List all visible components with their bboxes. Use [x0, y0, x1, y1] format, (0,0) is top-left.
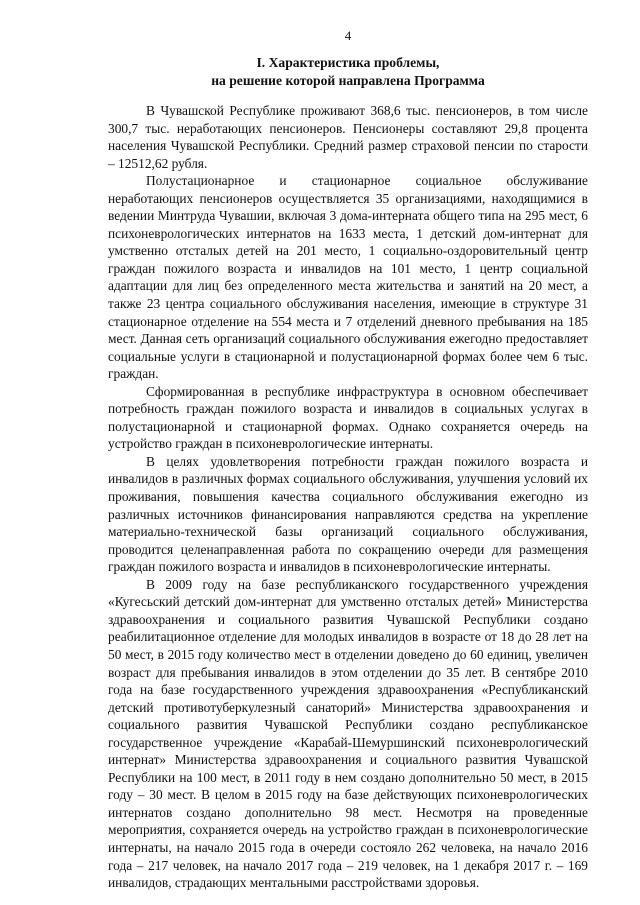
section-heading-line-2: на решение которой направлена Программа: [211, 73, 485, 88]
paragraph-infrastructure: Сформированная в республике инфраструктура в основном обеспечивает потребность граждан пожилого возраста и инвалидов в социальных услугах в полустационарной и стационарной формах. Однако сохраняется очередь на устройство граждан в психоневрологические интернаты.: [108, 383, 588, 452]
section-heading-line-1: I. Характеристика проблемы,: [256, 55, 440, 70]
section-heading: [108, 54, 588, 90]
paragraph-social-service-network: Полустационарное и стационарное социальное обслуживание неработающих пенсионеров осуществляется 35 организациями, находящимися в ведении Минтруда Чувашии, включая 3 дома-интерната общего типа на 295 мест, 6 психоневрологических интернатов на 1633 места, 1 детский дом-интернат для умственно отсталых детей на 201 место, 1 социально-оздоровительный центр граждан пожилого возраста и инвалидов на 101 место, 1 центр социальной адаптации для лиц без определенного места жительства и занятий на 20 мест, а также 23 центра социального обслуживания населения, имеющие в структуре 31 стационарное отделение на 554 места и 7 отделений дневного пребывания на 185 мест. Данная сеть организаций социального обслуживания ежегодно предоставляет социальные услуги в стационарной и полустационарной формах более чем 6 тыс. граждан.: [108, 173, 588, 382]
paragraph-funding-measures: В целях удовлетворения потребности граждан пожилого возраста и инвалидов в различных формах социального обслуживания, улучшения условий их проживания, повышения качества социального обслуживания ежегодно из различных источников финансирования направляются средства на укрепление материально-технической базы организаций социального обслуживания, проводится целенаправленная работа по сокращению очереди для размещения граждан пожилого возраста и инвалидов в психоневрологические интернаты.: [108, 453, 588, 575]
paragraph-facility-history: В 2009 году на базе республиканского государственного учреждения «Кугесьский детский дом-интернат для умственно отсталых детей» Министерства здравоохранения и социального развития Чувашской Республики создано реабилитационное отделение для молодых инвалидов в возрасте от 18 до 28 лет на 50 мест, в 2015 году количество мест в отделении доведено до 60 единиц, увеличен возраст для пребывания инвалидов в этом отделении до 35 лет. В сентябре 2010 года на базе государственного учреждения здравоохранения «Республиканский детский противотуберкулезный санаторий» Министерства здравоохранения и социального развития Чувашской Республики создано республиканское государственное учреждение «Карабай-Шемуршинский психоневрологический интернат» Министерства здравоохранения и социального развития Чувашской Республики на 100 мест, в 2011 году в нем создано дополнительно 50 мест, в 2015 году – 30 мест. В целом в 2015 году на базе действующих психоневрологических интернатов создано дополнительно 98 мест. Несмотря на проведенные мероприятия, сохраняется очередь на устройство граждан в психоневрологические интернаты, на начало 2015 года в очереди состояло 262 человека, на начало 2016 года – 217 человек, на начало 2017 года – 219 человек, на 1 декабря 2017 г. – 169 инвалидов, страдающих ментальными расстройствами здоровья.: [108, 576, 588, 891]
document-body: [108, 102, 588, 892]
paragraph-pensioners-stats: В Чувашской Республике проживают 368,6 тыс. пенсионеров, в том числе 300,7 тыс. неработающих пенсионеров. Пенсионеры составляют 29,8 процента населения Чувашской Республики. Средний размер страховой пенсии по старости – 12512,62 рубля.: [108, 103, 588, 171]
page-number: 4: [344, 28, 352, 43]
